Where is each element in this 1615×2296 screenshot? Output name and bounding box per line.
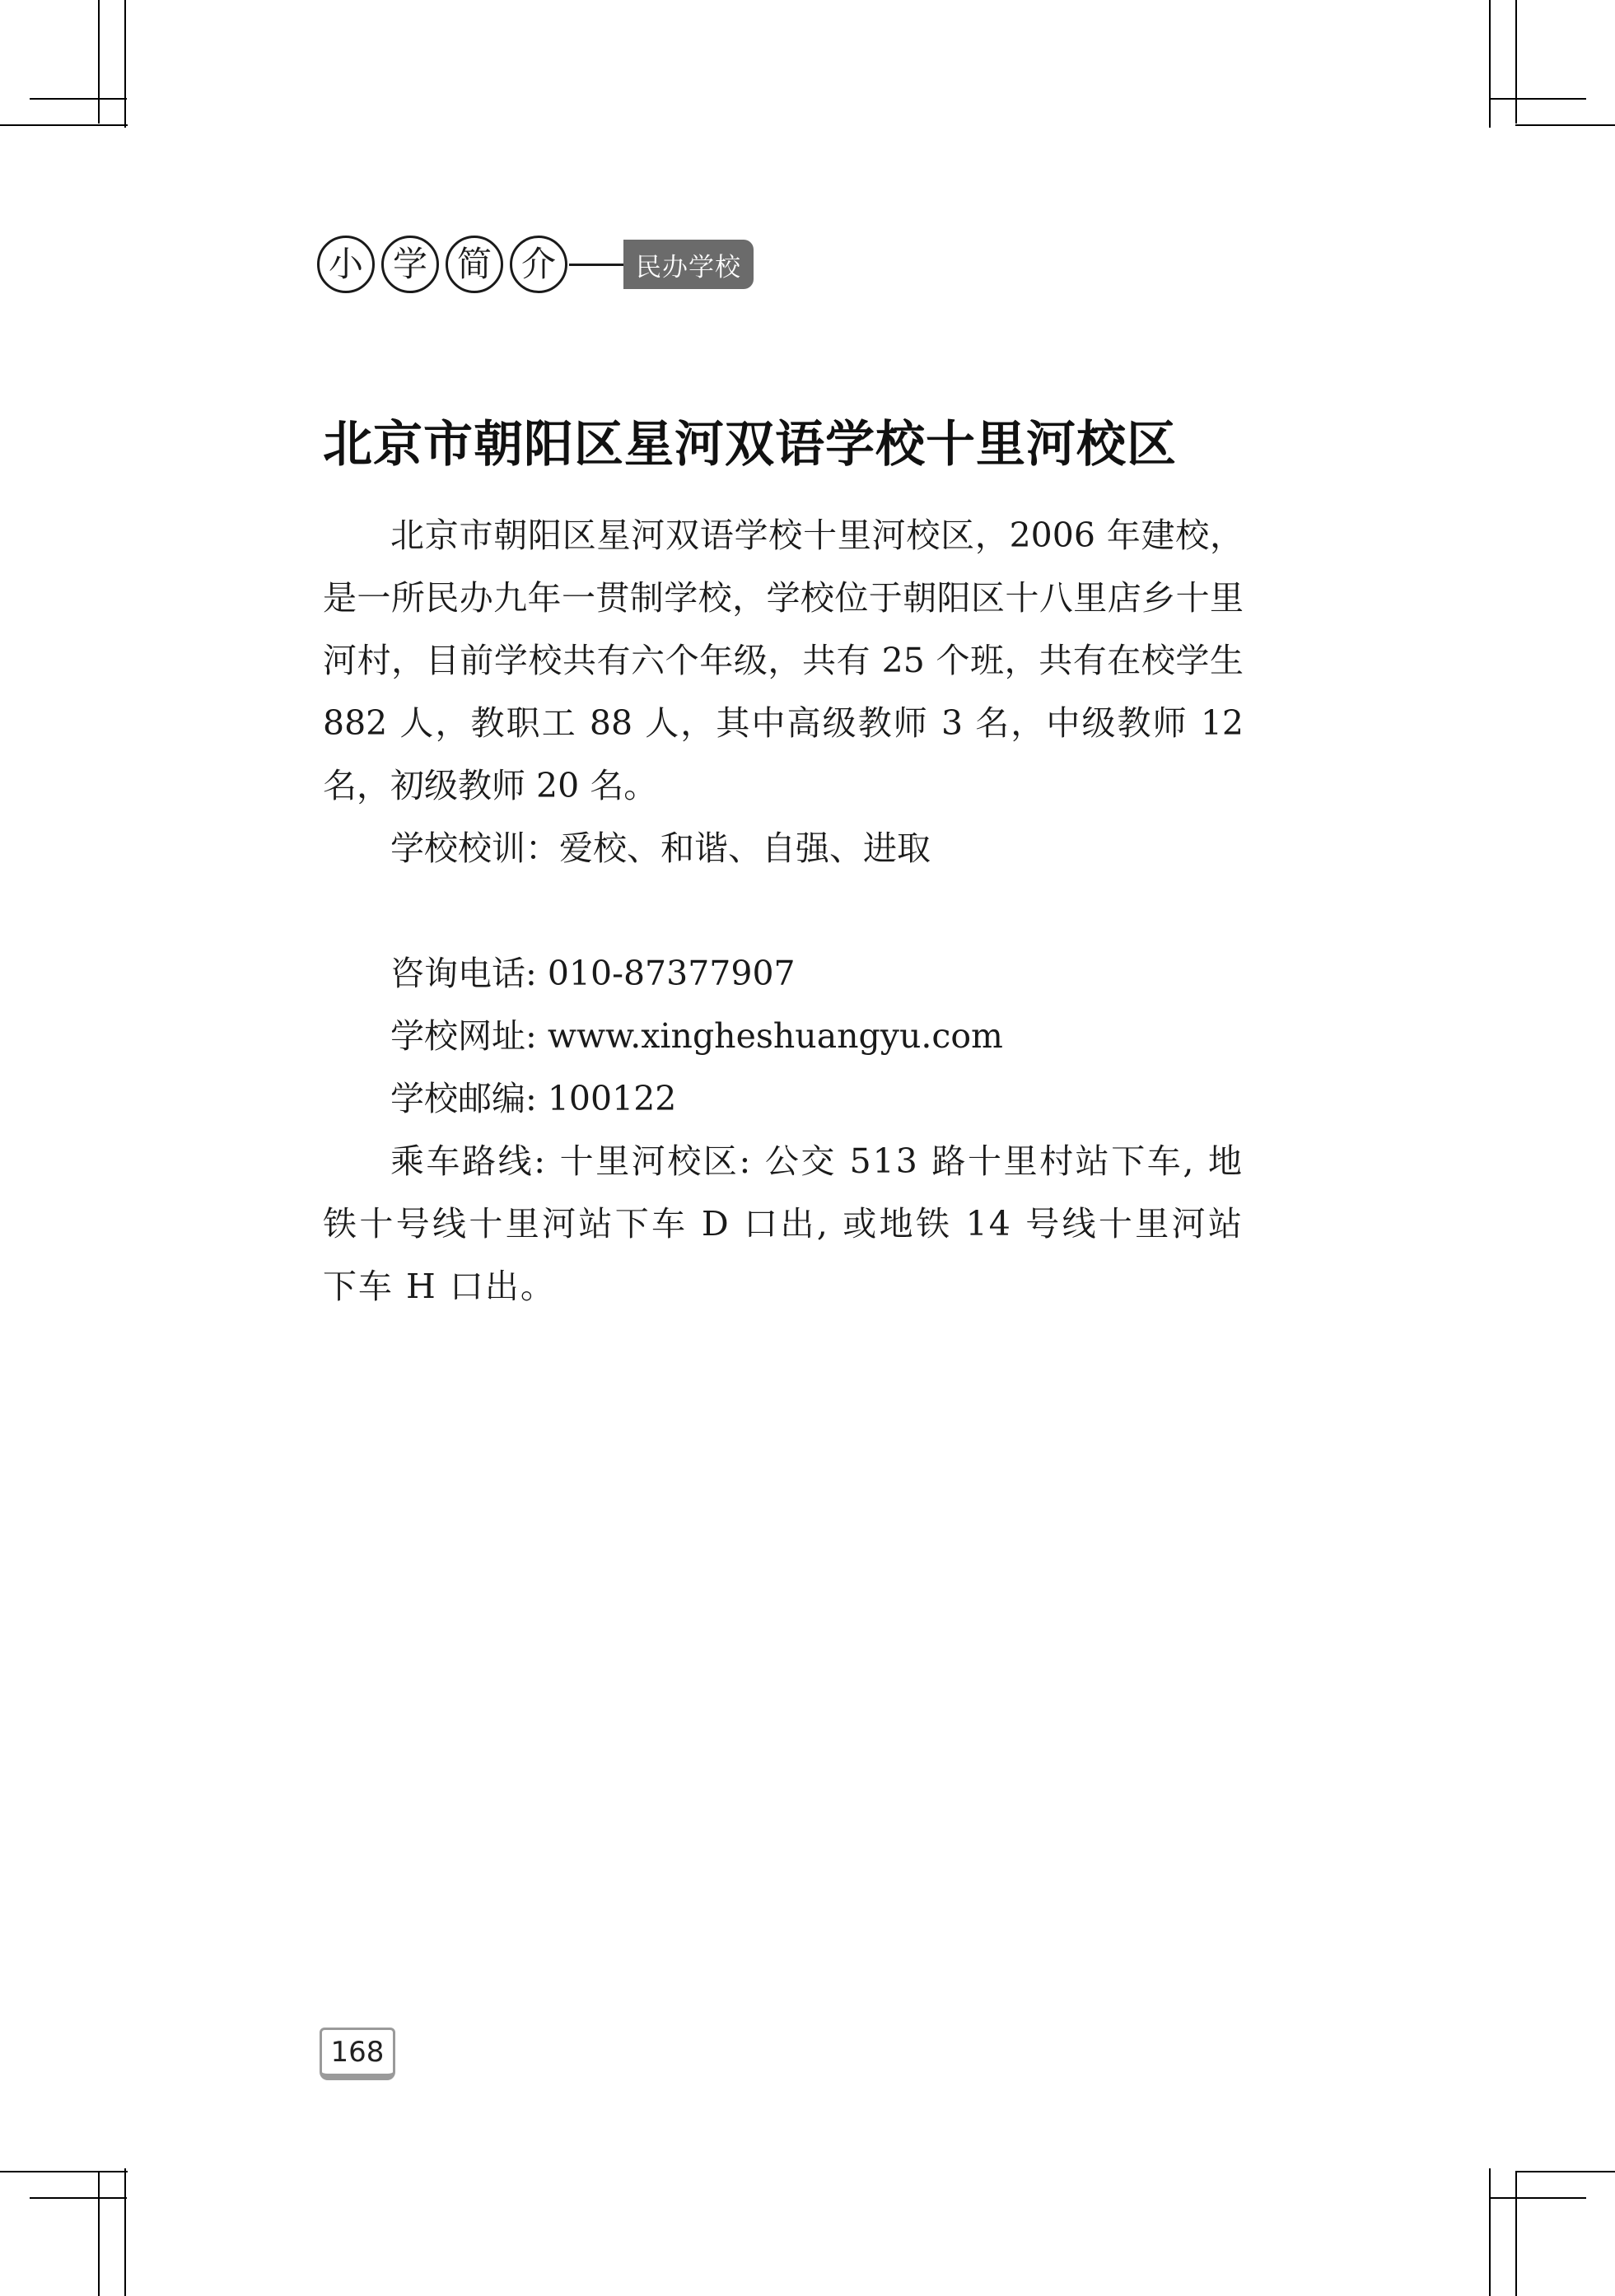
page-number: 168 [320, 2028, 395, 2080]
header-circle-char: 小 [317, 236, 375, 293]
crop-mark [0, 2171, 128, 2172]
article-body [323, 504, 1244, 1318]
school-motto: 学校校训：爱校、和谐、自强、进取 [390, 828, 931, 868]
crop-mark [1489, 2197, 1586, 2199]
crop-mark [1515, 0, 1517, 124]
header-circle-char: 简 [446, 236, 503, 293]
transit-route: 乘车路线: 十里河校区: 公交 513 路十里村站下车, 地铁十号线十里河站下车 D 口出, 或地铁 14 号线十里河站下车 H 口出。 [323, 1141, 1244, 1306]
crop-mark [98, 2172, 100, 2296]
spacer [323, 880, 1244, 942]
section-header [317, 236, 778, 298]
crop-mark [0, 124, 128, 126]
crop-mark [98, 0, 100, 124]
header-connector-line [569, 264, 623, 266]
header-circle-char: 介 [510, 236, 567, 293]
crop-mark [1489, 2168, 1491, 2296]
crop-mark [1489, 0, 1491, 128]
header-circle-char: 学 [381, 236, 439, 293]
contact-postcode: 学校邮编: 100122 [390, 1079, 677, 1118]
crop-mark [1515, 124, 1615, 126]
school-title: 北京市朝阳区星河双语学校十里河校区 [323, 416, 1177, 474]
category-badge: 民办学校 [623, 240, 754, 289]
crop-mark [30, 2197, 127, 2199]
crop-mark [1515, 2172, 1517, 2296]
contact-phone: 咨询电话: 010-87377907 [390, 954, 796, 993]
contact-website: 学校网址: www.xingheshuangyu.com [390, 1016, 1003, 1056]
crop-mark [1515, 2171, 1615, 2172]
crop-mark [124, 2168, 126, 2296]
crop-mark [30, 98, 127, 100]
crop-mark [1489, 98, 1586, 100]
intro-paragraph: 北京市朝阳区星河双语学校十里河校区，2006 年建校，是一所民办九年一贯制学校，学校位于朝阳区十八里店乡十里河村，目前学校共有六个年级，共有 25 个班，共有在校学生 882 人，教职工 88 人，其中高级教师 3 名，中级教师 12 名，初级教师 20 名。 [323, 516, 1244, 805]
crop-mark [124, 0, 126, 128]
